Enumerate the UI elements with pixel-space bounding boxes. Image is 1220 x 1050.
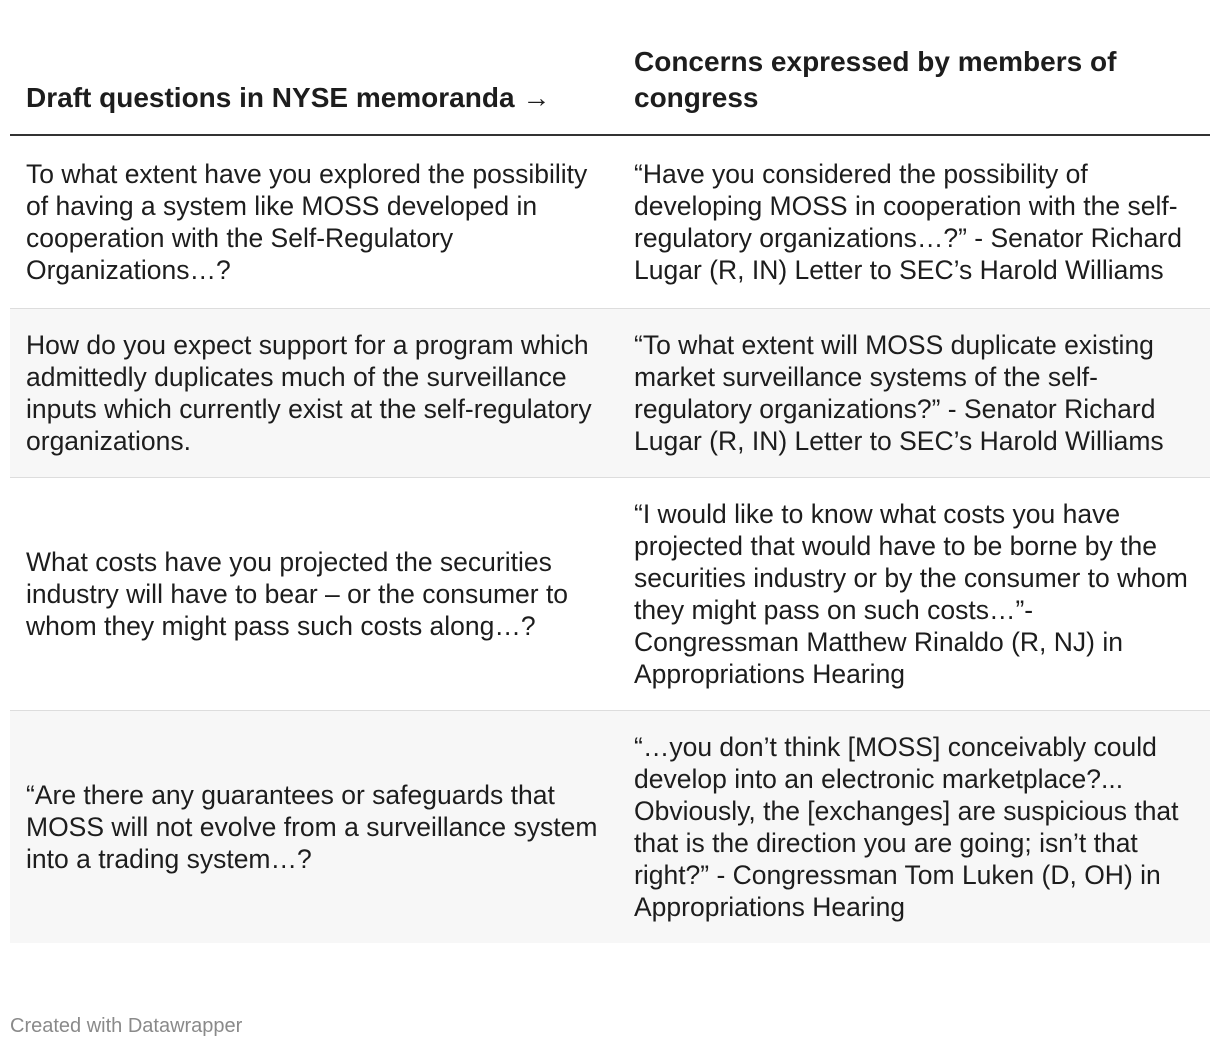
datawrapper-credit: Created with Datawrapper <box>10 1015 243 1037</box>
draft-question-cell: “Are there any guarantees or safeguards that MOSS will not evolve from a surveillance system into a trading system…? <box>10 711 618 944</box>
table-row <box>10 309 1210 478</box>
column-header-congress-concerns: Concerns expressed by members of congress <box>618 0 1210 135</box>
draft-question-cell: To what extent have you explored the possibility of having a system like MOSS developed in cooperation with the Self-Regulatory Organizations…? <box>10 135 618 309</box>
draft-question-cell: How do you expect support for a program which admittedly duplicates much of the surveillance inputs which currently exist at the self-regulatory organizations. <box>10 309 618 478</box>
congress-concern-cell: “I would like to know what costs you have projected that would have to be borne by the securities industry or by the consumer to whom they might pass on such costs…”- Congressman Matthew Rinaldo (R, NJ) in Appropriations Hearing <box>618 478 1210 711</box>
congress-concern-cell: “…you don’t think [MOSS] conceivably could develop into an electronic marketplace?... Obviously, the [exchanges] are suspicious that that is the direction you are going; isn’t that right?” - Congressman Tom Luken (D, OH) in Appropriations Hearing <box>618 711 1210 944</box>
table-body <box>10 135 1210 943</box>
column-header-draft-questions: Draft questions in NYSE memoranda → <box>10 0 618 135</box>
draft-question-cell: What costs have you projected the securities industry will have to bear – or the consumer to whom they might pass such costs along…? <box>10 478 618 711</box>
comparison-table-container <box>10 0 1210 943</box>
comparison-table <box>10 0 1210 943</box>
congress-concern-cell: “Have you considered the possibility of developing MOSS in cooperation with the self-regulatory organizations…?” - Senator Richard Lugar (R, IN) Letter to SEC’s Harold Williams <box>618 135 1210 309</box>
table-header <box>10 0 1210 135</box>
table-row <box>10 135 1210 309</box>
table-row <box>10 711 1210 944</box>
header-row <box>10 0 1210 135</box>
table-row <box>10 478 1210 711</box>
congress-concern-cell: “To what extent will MOSS duplicate existing market surveillance systems of the self-regulatory organizations?” - Senator Richard Lugar (R, IN) Letter to SEC’s Harold Williams <box>618 309 1210 478</box>
